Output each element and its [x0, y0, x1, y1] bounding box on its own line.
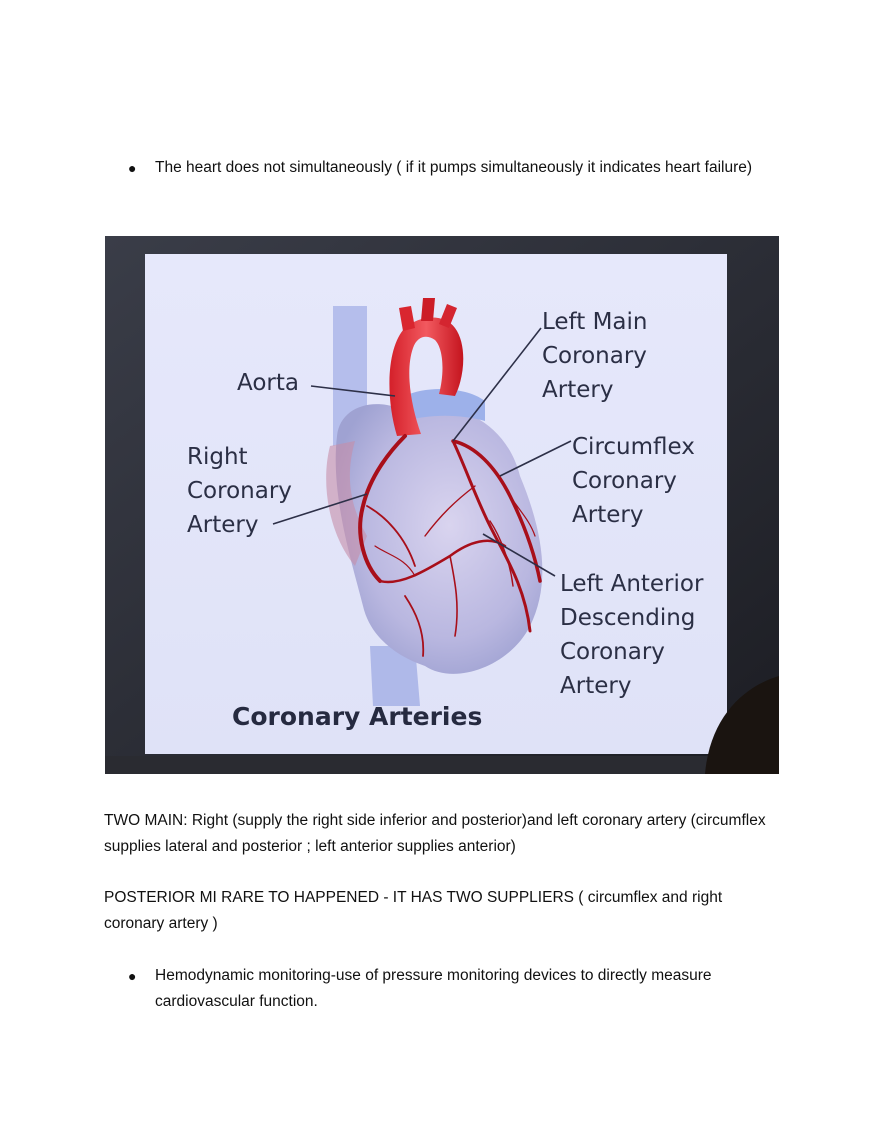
figure-title: Coronary Arteries: [232, 702, 483, 731]
label-lad-3: Coronary: [560, 639, 665, 665]
label-right-coronary-3: Artery: [187, 512, 259, 538]
label-circumflex-1: Circumflex: [572, 434, 695, 460]
label-aorta: Aorta: [237, 370, 299, 396]
paragraph-two-main: TWO MAIN: Right (supply the right side inferior and posterior)and left coronary artery (circumflex supplies lateral and posterior ; left anterior supplies anterior): [104, 812, 766, 855]
label-right-coronary-1: Right: [187, 444, 248, 470]
label-left-main-2: Coronary: [542, 343, 647, 369]
label-lad-1: Left Anterior: [560, 571, 704, 597]
label-left-main-1: Left Main: [542, 309, 648, 335]
bullet-marker: ●: [128, 160, 137, 176]
bullet-marker: ●: [128, 968, 137, 984]
bullet-text: Hemodynamic monitoring-use of pressure monitoring devices to directly measure cardiovascular function.: [155, 967, 712, 1010]
paragraph-posterior-mi: POSTERIOR MI RARE TO HAPPENED - IT HAS TWO SUPPLIERS ( circumflex and right coronary artery ): [104, 889, 723, 932]
label-circumflex-2: Coronary: [572, 468, 677, 494]
label-left-main-3: Artery: [542, 377, 614, 403]
label-right-coronary-2: Coronary: [187, 478, 292, 504]
label-lad-4: Artery: [560, 673, 632, 699]
label-lad-2: Descending: [560, 605, 696, 631]
bullet-text: The heart does not simultaneously ( if it pumps simultaneously it indicates heart failure): [155, 159, 753, 176]
coronary-arteries-photo: [105, 236, 779, 774]
label-circumflex-3: Artery: [572, 502, 644, 528]
